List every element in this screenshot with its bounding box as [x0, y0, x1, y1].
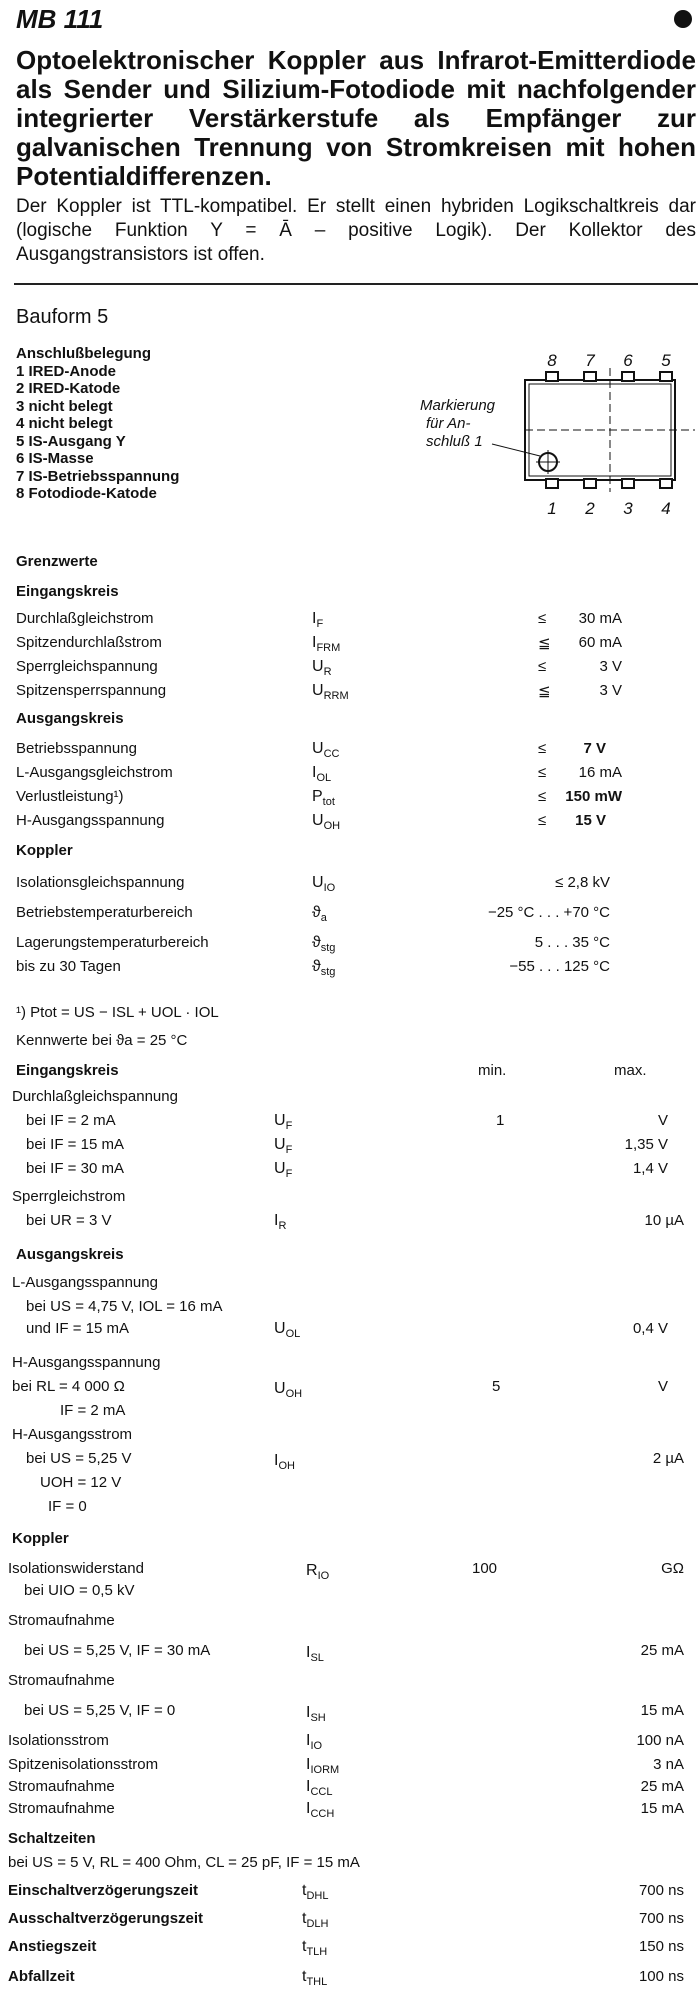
param-max: 1,4 V: [632, 1160, 668, 1177]
param-heading: L-Ausgangsspannung: [12, 1274, 158, 1291]
limit-name: H-Ausgangsspannung: [16, 812, 165, 829]
limit-value: 30 mA: [578, 610, 622, 627]
param-symbol: $t_{DHL}$: [302, 1882, 329, 1902]
pin-item: 5 IS-Ausgang Y: [16, 432, 126, 450]
pin-number: 8: [547, 351, 557, 370]
param-symbol: $I_{CCH}$: [306, 1800, 335, 1820]
param-max: 0,4 V: [632, 1320, 668, 1337]
param-condition: und IF = 15 mA: [26, 1320, 129, 1337]
pin-6-lead: [622, 372, 634, 381]
limit-name: L-Ausgangsgleichstrom: [16, 764, 173, 781]
param-symbol: $U_F$: [274, 1136, 293, 1156]
char-input-heading: Eingangskreis: [16, 1062, 119, 1079]
pin-number: 3: [623, 499, 633, 518]
param-heading: Sperrgleichstrom: [12, 1188, 126, 1205]
limit-operator: ≦: [538, 683, 551, 700]
pin-1-lead: [546, 479, 558, 488]
param-symbol: $t_{TLH}$: [302, 1938, 328, 1958]
limit-value: ≤ 2,8 kV: [555, 874, 610, 891]
param-symbol: $R_{IO}$: [306, 1562, 330, 1582]
param-symbol: $U_{OH}$: [274, 1380, 303, 1400]
pin-3-lead: [622, 479, 634, 488]
param-max: 1,35 V: [624, 1136, 668, 1153]
limit-operator: ≤: [538, 740, 547, 757]
limit-value: 7 V: [583, 740, 606, 757]
param-condition: bei US = 5,25 V, IF = 30 mA: [24, 1642, 211, 1659]
limit-name: Betriebsspannung: [16, 740, 137, 757]
page-title: MB 111: [16, 4, 104, 34]
limit-operator: ≤: [538, 788, 547, 805]
limit-name: Lagerungstemperaturbereich: [16, 934, 209, 951]
param-name: Isolationswiderstand: [8, 1560, 144, 1577]
limit-value: 3 V: [599, 658, 622, 675]
param-symbol: $I_{CCL}$: [306, 1778, 333, 1798]
param-max: 150 ns: [638, 1938, 684, 1955]
pin-item: 3 nicht belegt: [16, 397, 113, 415]
param-name: Spitzenisolationsstrom: [8, 1756, 159, 1773]
param-condition: bei IF = 15 mA: [26, 1136, 124, 1153]
limits-input-heading: Eingangskreis: [16, 583, 119, 600]
limit-value: 150 mW: [565, 788, 622, 805]
pin-2-lead: [584, 479, 596, 488]
param-name: Einschaltverzögerungszeit: [8, 1882, 199, 1899]
param-max: V: [657, 1112, 668, 1129]
marking-label: für An-: [426, 415, 471, 432]
param-symbol: $I_{OH}$: [274, 1452, 295, 1472]
param-name: Isolationsstrom: [8, 1732, 109, 1749]
package-diagram: [420, 350, 700, 530]
char-output-heading: Ausgangskreis: [16, 1246, 124, 1263]
param-name: Anstiegszeit: [8, 1938, 97, 1955]
param-symbol: $I_{SL}$: [306, 1644, 324, 1664]
limit-operator: ≤: [538, 658, 547, 675]
bauform-label: Bauform 5: [16, 306, 109, 328]
limit-value: −25 °C . . . +70 °C: [487, 904, 610, 921]
param-min: 1: [496, 1112, 505, 1129]
param-symbol: $I_R$: [274, 1212, 287, 1232]
param-max: 25 mA: [640, 1778, 684, 1795]
limit-name: Spitzensperrspannung: [16, 682, 167, 699]
col-min-header: min.: [478, 1062, 507, 1079]
param-name: Abfallzeit: [8, 1968, 75, 1985]
limits-coupler-heading: Koppler: [16, 842, 73, 859]
limit-symbol: $U_{OH}$: [312, 812, 341, 832]
param-max: 15 mA: [640, 1800, 684, 1817]
limit-operator: ≤: [538, 812, 547, 829]
pin-item: 6 IS-Masse: [16, 450, 94, 467]
limit-symbol: $I_F$: [312, 610, 324, 630]
limit-name: Durchlaßgleichstrom: [16, 610, 154, 627]
param-heading: Stromaufnahme: [8, 1612, 115, 1629]
pin-number: 4: [661, 499, 671, 518]
marking-label: Markierung: [420, 397, 496, 414]
switching-heading: Schaltzeiten: [8, 1830, 96, 1847]
param-name: Ausschaltverzögerungszeit: [8, 1910, 204, 1927]
limit-symbol: $U_{CC}$: [312, 740, 340, 760]
limits-output-heading: Ausgangskreis: [16, 710, 124, 727]
limit-symbol: $ϑ_{stg}$: [312, 934, 336, 954]
param-min: 100: [472, 1560, 498, 1577]
param-condition: bei UIO = 0,5 kV: [24, 1582, 135, 1599]
param-max: 700 ns: [638, 1882, 684, 1899]
param-min: 5: [492, 1378, 501, 1395]
limit-symbol: $U_{IO}$: [312, 874, 336, 894]
limit-name: Isolationsgleichspannung: [16, 874, 185, 891]
pin-number: 7: [585, 351, 595, 370]
limit-operator: ≤: [538, 610, 547, 627]
param-heading: H-Ausgangsstrom: [12, 1426, 133, 1443]
param-max: V: [657, 1378, 668, 1395]
limit-symbol: $U_{RRM}$: [312, 682, 349, 702]
param-symbol: $t_{DLH}$: [302, 1910, 329, 1930]
param-symbol: $t_{THL}$: [302, 1968, 328, 1988]
marking-label: schluß 1: [426, 433, 483, 450]
param-symbol: $U_F$: [274, 1160, 293, 1180]
param-max: 10 µA: [644, 1212, 684, 1229]
limit-symbol: $ϑ_{stg}$: [312, 958, 336, 978]
param-heading: Durchlaßgleichspannung: [12, 1088, 178, 1105]
param-condition: IF = 0: [48, 1498, 87, 1515]
limit-name: Verlustleistung¹): [16, 788, 124, 805]
pin-5-lead: [660, 372, 672, 381]
param-max: 15 mA: [640, 1702, 684, 1719]
param-heading: H-Ausgangsspannung: [12, 1354, 161, 1371]
pin-heading: Anschlußbelegung: [16, 345, 151, 362]
param-heading: Stromaufnahme: [8, 1672, 115, 1689]
param-symbol: $U_{OL}$: [274, 1320, 301, 1340]
corner-dot-icon: [674, 10, 692, 28]
char-coupler-heading: Koppler: [12, 1530, 69, 1547]
limit-value: 3 V: [599, 682, 622, 699]
limit-symbol: $U_R$: [312, 658, 332, 678]
pin-number: 5: [661, 351, 671, 370]
param-condition: bei IF = 2 mA: [26, 1112, 116, 1129]
limit-name: bis zu 30 Tagen: [16, 958, 121, 975]
param-max: 700 ns: [638, 1910, 684, 1927]
pin-item: 2 IRED-Katode: [16, 380, 121, 397]
limit-name: Sperrgleichspannung: [16, 658, 158, 675]
switching-condition: bei US = 5 V, RL = 400 Ohm, CL = 25 pF, IF = 15 mA: [8, 1854, 360, 1871]
limit-value: 15 V: [575, 812, 606, 829]
param-max: 25 mA: [640, 1642, 684, 1659]
divider: [14, 283, 698, 285]
param-symbol: $U_F$: [274, 1112, 293, 1132]
param-name: Stromaufnahme: [8, 1800, 115, 1817]
pin-item: 1 IRED-Anode: [16, 362, 117, 380]
param-condition: bei UR = 3 V: [26, 1212, 112, 1229]
param-max: 100 nA: [636, 1732, 684, 1749]
param-condition: IF = 2 mA: [60, 1402, 126, 1419]
char-heading: Kennwerte bei ϑa = 25 °C: [16, 1032, 188, 1049]
limit-operator: ≤: [538, 764, 547, 781]
limit-symbol: $I_{OL}$: [312, 764, 332, 784]
limit-value: 5 . . . 35 °C: [534, 934, 610, 951]
param-name: Stromaufnahme: [8, 1778, 115, 1795]
param-max: GΩ: [661, 1560, 684, 1577]
param-condition: bei RL = 4 000 Ω: [12, 1378, 125, 1395]
pin-item: 7 IS-Betriebsspannung: [16, 467, 180, 485]
col-max-header: max.: [614, 1062, 647, 1079]
param-condition: bei US = 5,25 V, IF = 0: [24, 1702, 176, 1719]
pin-8-lead: [546, 372, 558, 381]
limit-name: Spitzendurchlaßstrom: [16, 634, 162, 651]
limit-symbol: $I_{FRM}$: [312, 634, 341, 654]
intro-text-paragraph: Der Koppler ist TTL-kompatibel. Er stellt einen hybriden Logikschaltkreis dar (logische Funktion Y = Ā – positive Logik). Der Kollektor des Ausgangstransistors ist offen.: [16, 196, 696, 265]
param-symbol: $I_{IORM}$: [306, 1756, 340, 1776]
pin-list: [16, 345, 179, 503]
param-max: 3 nA: [653, 1756, 684, 1773]
param-condition: bei US = 4,75 V, IOL = 16 mA: [26, 1298, 223, 1315]
param-condition: bei IF = 30 mA: [26, 1160, 124, 1177]
pin-item: 8 Fotodiode-Katode: [16, 485, 157, 502]
limit-value: 60 mA: [578, 634, 622, 651]
intro-bold-paragraph: Optoelektronischer Koppler aus Infrarot-Emitterdiode als Sender und Silizium-Fotodiode mit nachfolgender integrierter Verstärkerstufe als Empfänger zur galvanischen Trennung von Stromkreisen mit hohen Potentialdifferenzen.: [16, 45, 696, 191]
pin-number: 2: [585, 499, 595, 518]
param-max: 100 ns: [638, 1968, 684, 1985]
limit-value: 16 mA: [578, 764, 622, 781]
param-symbol: $I_{SH}$: [306, 1704, 326, 1724]
pin-number: 6: [623, 351, 633, 370]
pin-7-lead: [584, 372, 596, 381]
param-condition: bei US = 5,25 V: [26, 1450, 132, 1467]
param-condition: UOH = 12 V: [40, 1474, 122, 1491]
limits-heading: Grenzwerte: [16, 553, 98, 570]
limit-operator: ≦: [538, 635, 551, 652]
pin-number: 1: [547, 499, 557, 518]
pin-item: 4 nicht belegt: [16, 415, 113, 432]
pin-4-lead: [660, 479, 672, 488]
limit-name: Betriebstemperaturbereich: [16, 904, 193, 921]
limit-value: −55 . . . 125 °C: [509, 958, 610, 975]
limit-symbol: $P_{tot}$: [312, 788, 335, 808]
limit-symbol: $ϑ_a$: [312, 904, 327, 924]
footnote: ¹) Ptot = US − ISL + UOL · IOL: [16, 1004, 219, 1021]
param-max: 2 µA: [652, 1450, 684, 1467]
param-symbol: $I_{IO}$: [306, 1732, 323, 1752]
